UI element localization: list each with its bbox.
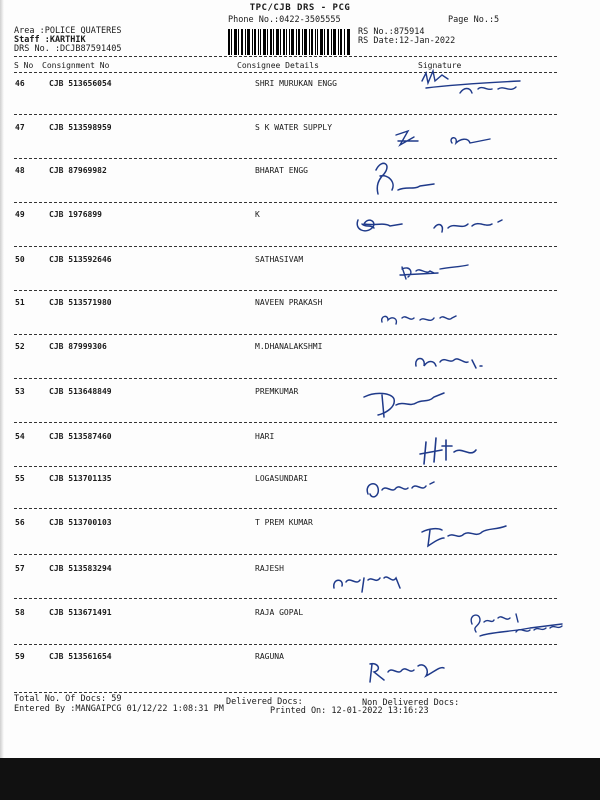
row-serial-number: 48 <box>15 166 25 175</box>
row-serial-number: 55 <box>15 474 25 483</box>
row-serial-number: 52 <box>15 342 25 351</box>
consignment-number: CJB 513587460 <box>49 432 112 441</box>
signature-image <box>330 548 570 598</box>
row-serial-number: 47 <box>15 123 25 132</box>
row-serial-number: 49 <box>15 210 25 219</box>
rs-number: RS No.:875914 <box>358 27 425 37</box>
drs-number: DRS No. :DCJB87591405 <box>14 44 122 54</box>
signature-image <box>330 194 570 244</box>
phone-number: Phone No.:0422-3505555 <box>228 15 341 25</box>
area-label: Area :POLICE QUATERES <box>14 26 122 36</box>
staff-label: Staff :KARTHIK <box>14 35 86 45</box>
consignment-number: CJB 513592646 <box>49 255 112 264</box>
divider <box>14 56 557 57</box>
consignment-number: CJB 513656054 <box>49 79 112 88</box>
page-number: Page No.:5 <box>448 15 500 25</box>
consignee-name: BHARAT ENGG <box>255 166 308 175</box>
scan-bottom-shadow <box>0 758 600 800</box>
row-serial-number: 58 <box>15 608 25 617</box>
consignment-number: CJB 513571980 <box>49 298 112 307</box>
row-serial-number: 56 <box>15 518 25 527</box>
consignee-name: M.DHANALAKSHMI <box>255 342 323 351</box>
signature-image <box>330 282 570 332</box>
consignee-name: T PREM KUMAR <box>255 518 313 527</box>
consignee-name: RAGUNA <box>255 652 284 661</box>
consignee-name: K <box>255 210 260 219</box>
signature-image <box>330 150 570 200</box>
consignment-number: CJB 513701135 <box>49 474 112 483</box>
consignment-number: CJB 513700103 <box>49 518 112 527</box>
row-serial-number: 54 <box>15 432 25 441</box>
consignment-number: CJB 87969982 <box>49 166 107 175</box>
non-delivered-docs: Non Delivered Docs: <box>362 698 460 708</box>
table-row <box>0 652 600 695</box>
signature-image <box>330 458 570 508</box>
consignment-number: CJB 513648849 <box>49 387 112 396</box>
delivered-docs: Delivered Docs: <box>226 697 303 707</box>
consignee-name: RAJESH <box>255 564 284 573</box>
divider <box>14 692 557 693</box>
signature-image <box>330 371 570 421</box>
signature-image <box>330 502 570 552</box>
column-header-signature: Signature <box>418 61 462 70</box>
consignee-name: SATHASIVAM <box>255 255 304 264</box>
signature-image <box>330 63 570 113</box>
consignment-number: CJB 513561654 <box>49 652 112 661</box>
consignee-name: LOGASUNDARI <box>255 474 308 483</box>
signature-image <box>330 326 570 376</box>
column-header-consignee: Consignee Details <box>237 61 319 70</box>
row-serial-number: 46 <box>15 79 25 88</box>
consignment-number: CJB 87999306 <box>49 342 107 351</box>
row-serial-number: 57 <box>15 564 25 573</box>
printed-on: Printed On: 12-01-2022 13:16:23 <box>270 706 429 716</box>
document-title: TPC/CJB DRS - PCG <box>249 3 351 13</box>
row-serial-number: 53 <box>15 387 25 396</box>
column-header-sno: S No <box>14 61 34 70</box>
consignee-name: S K WATER SUPPLY <box>255 123 333 132</box>
consignment-number: CJB 513671491 <box>49 608 112 617</box>
barcode <box>228 29 350 55</box>
signature-image <box>330 592 570 642</box>
row-serial-number: 51 <box>15 298 25 307</box>
consignee-name: RAJA GOPAL <box>255 608 304 617</box>
total-docs: Total No. Of Docs: 59 <box>14 694 122 704</box>
consignee-name: PREMKUMAR <box>255 387 299 396</box>
entered-by: Entered By :MANGAIPCG 01/12/22 1:08:31 PM <box>14 704 224 714</box>
consignment-number: CJB 513598959 <box>49 123 112 132</box>
column-header-consignment: Consignment No <box>42 61 110 70</box>
signature-image <box>330 636 570 686</box>
consignment-number: CJB 513583294 <box>49 564 112 573</box>
row-serial-number: 50 <box>15 255 25 264</box>
consignee-name: HARI <box>255 432 275 441</box>
consignment-number: CJB 1976899 <box>49 210 102 219</box>
rs-date: RS Date:12-Jan-2022 <box>358 36 456 46</box>
consignee-name: NAVEEN PRAKASH <box>255 298 323 307</box>
row-serial-number: 59 <box>15 652 25 661</box>
consignee-name: SHRI MURUKAN ENGG <box>255 79 337 88</box>
